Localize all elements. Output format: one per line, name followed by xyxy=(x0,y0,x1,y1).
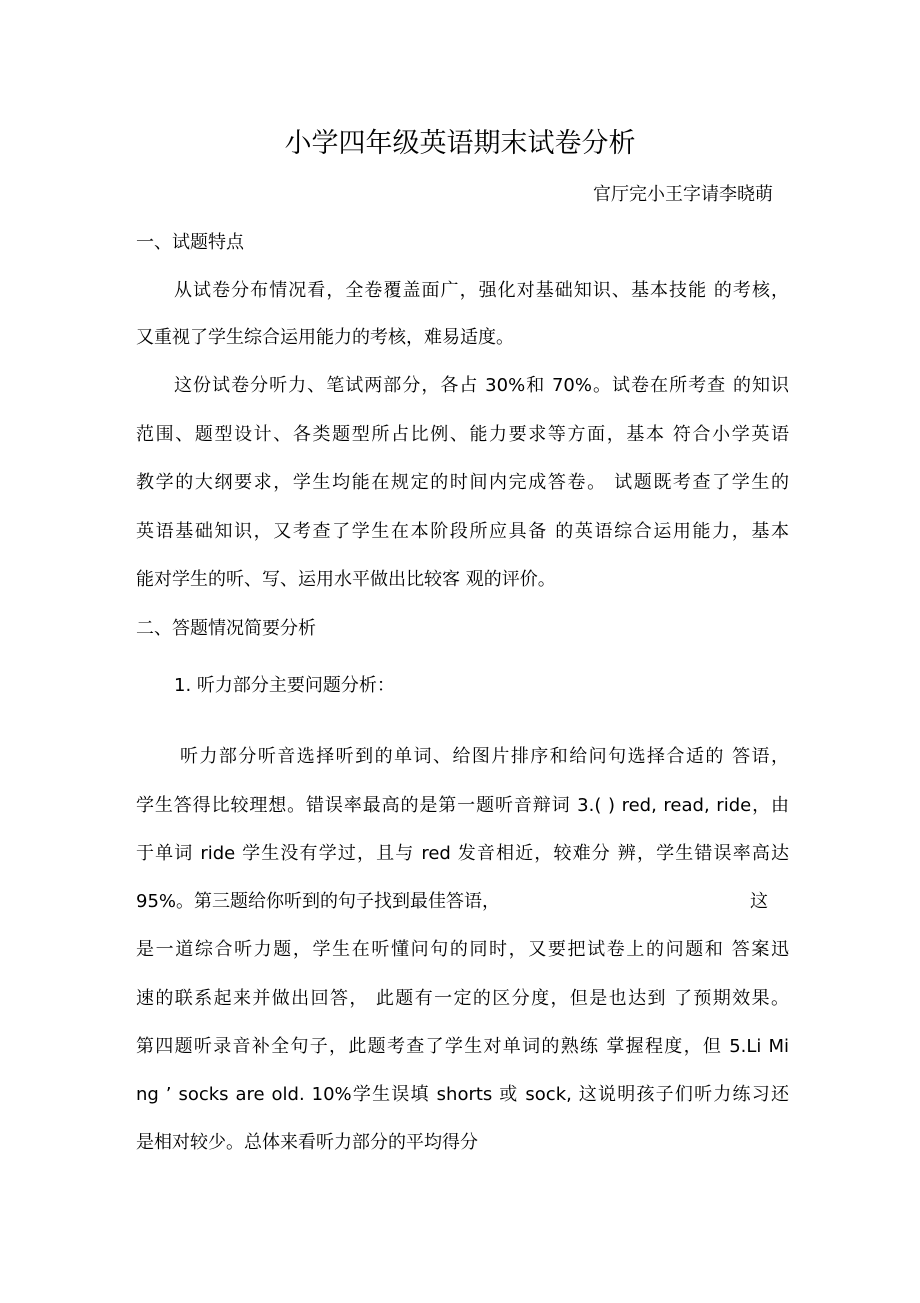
paragraph-line: 又重视了学生综合运用能力的考核，难易适度。 xyxy=(136,327,514,348)
paragraph-line: 这份试卷分听力、笔试两部分，各占 30%和 70%。试卷在所考查 的知识 xyxy=(174,375,789,396)
paragraph-line: 英语基础知识，又考查了学生在本阶段所应具备 的英语综合运用能力，基本 xyxy=(136,521,789,542)
paragraph-line: 是一道综合听力题，学生在听懂问句的同时，又要把试卷上的问题和 答案迅 xyxy=(136,939,789,960)
paragraph-line: 是相对较少。总体来看听力部分的平均得分 xyxy=(136,1132,478,1153)
paragraph-line: 速的联系起来并做出回答， 此题有一定的区分度，但是也达到 了预期效果。 xyxy=(136,988,789,1009)
section-heading-2: 二、答题情况简要分析 xyxy=(136,618,316,639)
subheading-listening: 1. 听力部分主要问题分析： xyxy=(174,675,395,696)
paragraph-line: 教学的大纲要求，学生均能在规定的时间内完成答卷。 试题既考查了学生的 xyxy=(136,472,789,493)
paragraph-line: 从试卷分布情况看，全卷覆盖面广，强化对基础知识、基本技能 的考核， xyxy=(174,280,789,301)
paragraph-line: 95%。第三题给你听到的句子找到最佳答语， xyxy=(136,891,501,912)
section-heading-1: 一、试题特点 xyxy=(136,232,244,253)
paragraph-line: 于单词 ride 学生没有学过，且与 red 发音相近，较难分 辨，学生错误率高达 xyxy=(136,843,789,864)
paragraph-line: 听力部分听音选择听到的单词、给图片排序和给问句选择合适的 答语， xyxy=(180,746,789,767)
paragraph-line: 学生答得比较理想。错误率最高的是第一题听音辩词 3.( ) red, read, ride，由 xyxy=(136,795,789,816)
paragraph-line: 能对学生的听、写、运用水平做出比较客 观的评价。 xyxy=(136,569,556,590)
paragraph-line-end: 这 xyxy=(750,891,768,912)
paragraph-line: 范围、题型设计、各类题型所占比例、能力要求等方面，基本 符合小学英语 xyxy=(136,424,789,445)
document-title: 小学四年级英语期末试卷分析 xyxy=(284,128,636,159)
paragraph-line: ng ’ socks are old. 10%学生误填 shorts 或 sock, 这说明孩子们听力练习还 xyxy=(136,1084,789,1105)
author-line: 官厅完小王字请李晓萌 xyxy=(593,184,773,205)
paragraph-line: 第四题听录音补全句子，此题考查了学生对单词的熟练 掌握程度，但 5.Li Mi xyxy=(136,1036,789,1057)
